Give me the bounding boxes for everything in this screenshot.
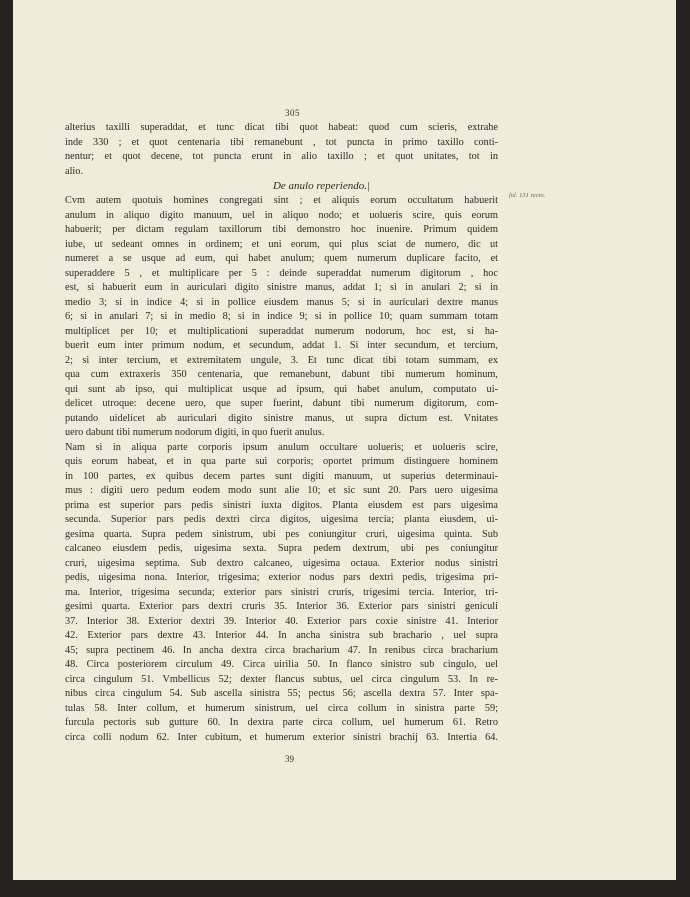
text-line: circa cingulum 51. Vmbellicus 52; dexter flancus subtus, uel circa cingulum 53. In re-: [65, 673, 498, 685]
scan-edge-bottom: [0, 880, 690, 897]
text-line: cruri, uigesima septima. Sub dextro calcaneo, uigesima octaua. Exterior nodus sinistri: [65, 557, 498, 569]
text-line: pedis, uigesima nona. Interior, trigesima; exterior nodus pars dextri pedis, trigesima pri-: [65, 572, 498, 583]
page-number: 305: [285, 108, 300, 118]
text-line: uero dabunt tibi numerum nodorum digiti, in quo fuerit anulus.: [65, 427, 325, 438]
signature-mark: 39: [285, 754, 294, 764]
text-line: 2; si inter tercium, et extremitatem ungule, 3. Et tunc dicat tibi totam summam, ex: [65, 354, 498, 366]
text-line: nentur; et quot decene, tot puncta erunt in alio taxillo ; et quot unitates, tot in: [65, 151, 498, 162]
body-text: [65, 121, 498, 745]
text-line: iube, ut sedeant omnes in ordinem; et uni eorum, qui plus sciat de numero, dic ut: [65, 238, 498, 250]
text-line: numeret a se usque ad eum, qui habet anulum; quem numerum duplicare facito, et: [65, 253, 498, 264]
text-line: 48. Circa posteriorem circulum 49. Circa uirilia 50. In flanco sinistro sub cingulo, uel: [65, 659, 498, 670]
text-line: buerit eum inter primum nodum, et secundum, addat 1. Si inter secundum, et tercium,: [65, 340, 498, 351]
text-line: ma. Interior, trigesima secunda; exterior pars sinistri cruris, trigesimi tercia. Interior, tri-: [65, 586, 498, 598]
margin-note: fol. 131 recto.: [509, 192, 546, 199]
text-line: nibus circa cingulum 54. Sub ascella sinistra 55; pectus 56; ascella dextra 57. Inter spa-: [65, 688, 498, 699]
text-line: mus : digiti uero pedum eodem modo sunt alie 10; et sic sunt 20. Pars uero uigesima: [65, 485, 498, 496]
text-line: quis eorum habeat, et in qua parte sui corporis; oportet primum distinguere hominem: [65, 456, 498, 467]
text-line: delicet utroque: decene uero, que super fuerint, dabunt tibi numerum digitorum, com-: [65, 398, 498, 409]
text-line: Nam si in aliqua parte corporis ipsum anulum occultare uolueris; et uolueris scire,: [65, 441, 498, 453]
text-line: alterius taxilli superaddat, et tunc dicat tibi quot habeat: quod cum scieris, extrahe: [65, 122, 498, 133]
text-line: furcula pectoris sub gutture 60. In dextra parte circa collum, uel humerum 61. Retro: [65, 717, 498, 728]
text-line: 42. Exterior pars dextre 43. Interior 44. In ancha sinistra sub brachario , uel supra: [65, 630, 498, 641]
text-line: alio.: [65, 165, 84, 177]
text-line: Cvm autem quotuis homines congregati sint ; et aliquis eorum occultatum habuerit: [65, 195, 498, 206]
text-line: habuerit; per dictam regulam taxillorum tibi demonstro hoc inuenire. Primum quidem: [65, 224, 498, 235]
text-line: multiplicet per 10; et multiplicationi superaddat numerum nodorum, hoc est, si ha-: [65, 325, 498, 337]
text-line: calcaneo eiusdem pedis, uigesima sexta. Supra pedem dextrum, ubi pes coniungitur: [65, 543, 498, 554]
text-line: 45; supra pectinem 46. In ancha dextra circa bracharium 47. In renibus circa bracharium: [65, 644, 498, 656]
text-line: gesima quarta. Supra pedem sinistrum, ubi pes coniungitur cruri, uigesima quinta. Sub: [65, 528, 498, 540]
text-line: putando uidelicet ab auriculari digito sinistre manus, ut supra dictum est. Vnitates: [65, 412, 498, 424]
text-line: 37. Interior 38. Exterior dextri 39. Interior 40. Exterior pars coxie sinistre 41. Interior: [65, 615, 498, 627]
text-line: secunda. Superior pars pedis dextri circa digitos, uigesima tercia; planta eiusdem, ui-: [65, 514, 498, 525]
text-line: circa colli nodum 62. Inter cubitum, et humerum exterior sinistri brachij 63. Intertia 64.: [65, 731, 498, 743]
text-line: medio 3; si in indice 4; si in pollice eiusdem manus 5; si in auriculari dextre manus: [65, 296, 498, 308]
book-page: [13, 0, 677, 880]
text-line: qua cum extraxeris 350 centenaria, que remanebunt, dabunt tibi numerum hominum,: [65, 369, 498, 380]
text-line: in 100 partes, ex quibus decem partes sunt digiti manuum, ut superius determinaui-: [65, 470, 498, 482]
text-line: tulas 58. Inter collum, et humerum sinistrum, uel circa collum in sinistra parte 59;: [65, 702, 498, 714]
section-heading: De anulo reperiendo.|: [272, 180, 370, 192]
text-line: est, si habuerit eum in auriculari digito sinistre manus, addat 1; si in anulari 2; si in: [65, 282, 498, 293]
text-line: prima est superior pars pedis sinistri iuxta digitos. Planta eiusdem est pars uigesima: [65, 499, 498, 511]
text-line: gesimi quarta. Exterior pars dextri cruris 35. Interior 36. Exterior pars sinistri geniculi: [65, 601, 498, 612]
text-line: qui sunt ab ipso, qui multiplicat usque ad ipsum, qui habet anulum, computato ui-: [65, 383, 498, 395]
text-line: anulum in aliquo digito manuum, uel in aliquo nodo; et uolueris scire, quis eorum: [65, 209, 498, 221]
text-line: superaddere 5 , et multiplicare per 5 : deinde superaddat numerum digitorum , hoc: [65, 267, 498, 279]
scan-edge-right: [676, 0, 690, 880]
text-line: inde 330 ; et quot centenaria tibi remanebunt , tot puncta in primo taxillo conti-: [65, 136, 498, 148]
text-line: 6; si in anulari 7; si in medio 8; si in indice 9; si in pollice 10; quam summam totam: [65, 311, 498, 322]
